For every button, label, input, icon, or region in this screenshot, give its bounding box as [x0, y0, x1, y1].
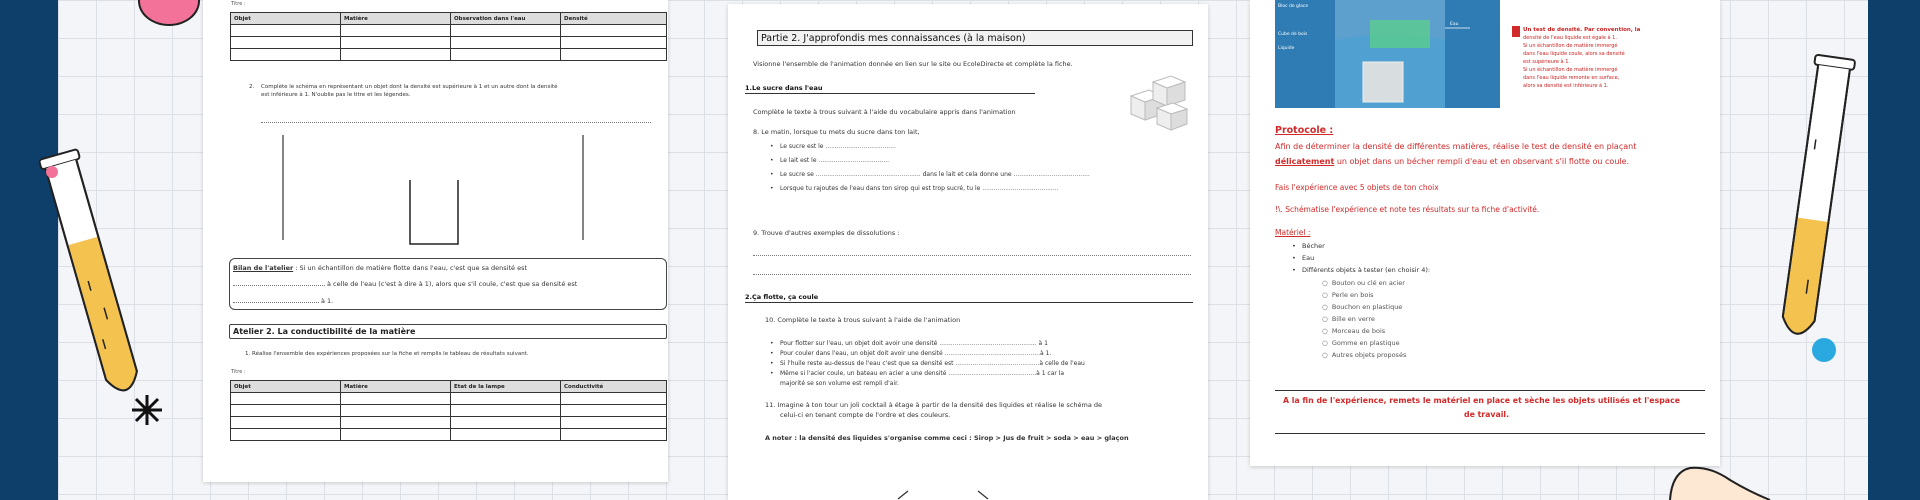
- table-cell[interactable]: [231, 405, 341, 417]
- table-conductivite: [230, 380, 667, 441]
- bullet-text: Même si l'acier coule, un bateau en acier a une densité: [780, 370, 947, 377]
- blank-dots[interactable]: .......................................................: [815, 171, 921, 178]
- materiel-item: • Différents objets à tester (en choisir 4):: [1302, 266, 1430, 274]
- sugar-cubes-image: [1123, 66, 1193, 132]
- bilan-text-line1: [233, 264, 527, 272]
- blank-dots[interactable]: ............................................: [955, 360, 1040, 367]
- worksheet-page-3: [1250, 0, 1720, 466]
- bullet-huile: [780, 360, 1085, 367]
- sub-item: ○ Morceau de bois: [1322, 327, 1386, 335]
- bullet-sucre-se: [780, 171, 1090, 178]
- bullet-text: Pour couler dans l'eau, un objet doit avoir une densité: [780, 350, 943, 357]
- bilan-line3: à 1.: [321, 297, 334, 305]
- density-line: est supérieure à 1.: [1523, 59, 1570, 65]
- bullet-text: Le sucre est le: [780, 143, 824, 150]
- table2-title-label: Titre :: [231, 369, 246, 375]
- question-9: 9. Trouve d'autres exemples de dissolutions :: [753, 229, 900, 237]
- atelier2-instruction: 1. Réalise l'ensemble des expériences proposées sur la fiche et remplis le tableau de résultats suivant.: [245, 351, 529, 357]
- table-cell[interactable]: [561, 393, 667, 405]
- density-line: dans l'eau liquide remonte en surface,: [1523, 75, 1620, 81]
- answer-line[interactable]: [753, 255, 1191, 256]
- instruction-2-line1: Complète le schéma en représentant un objet dont la densité est supérieure à 1 et un autre dont la densité: [261, 84, 558, 90]
- table-cell[interactable]: [231, 393, 341, 405]
- bullet-text: Lorsque tu rajoutes de l'eau dans ton sirop qui est trop sucré, tu le: [780, 185, 981, 192]
- sub-item: ○ Bouton ou clé en acier: [1322, 279, 1405, 287]
- bullet-text-tail: à 1.: [1039, 350, 1052, 357]
- table-cell[interactable]: [341, 49, 451, 61]
- bilan-blank-1[interactable]: [233, 285, 325, 286]
- table-header: Objet: [231, 381, 341, 393]
- cocktail-sketch: [888, 489, 1008, 500]
- protocole-line1: Afin de déterminer la densité de différentes matières, réalise le test de densité en plaçant: [1275, 142, 1637, 151]
- table-cell[interactable]: [451, 393, 561, 405]
- note-densite: A noter : la densité des liquides s'organise comme ceci : Sirop > Jus de fruit > soda > eau > glaçon: [765, 434, 1129, 442]
- table-header: Etat de la lampe: [451, 381, 561, 393]
- final-instruction-line1: A la fin de l'expérience, remets le matériel en place et sèche les objets utilisés et l'espace: [1283, 396, 1680, 405]
- section2-underline: [745, 302, 1193, 303]
- sub-item-label: Bouton ou clé en acier: [1331, 279, 1405, 287]
- blank-dots[interactable]: ........................................: [982, 185, 1059, 192]
- table-cell[interactable]: [561, 25, 667, 37]
- asterisk-icon: [130, 393, 164, 427]
- table-cell[interactable]: [341, 405, 451, 417]
- blank-dots[interactable]: .....................................: [825, 143, 896, 150]
- table-cell[interactable]: [561, 405, 667, 417]
- image-label: Cube de bois: [1278, 32, 1308, 37]
- marker-icon: [1512, 26, 1520, 37]
- blank-dots[interactable]: ..................................................: [944, 350, 1040, 357]
- bullet-sirop: [780, 185, 1059, 192]
- visionne-instruction: Visionne l'ensemble de l'animation donnée en lien sur le site ou EcoleDirecte et complète la fiche.: [753, 60, 1073, 68]
- protocole-title: Protocole :: [1275, 125, 1334, 136]
- table-cell[interactable]: [231, 49, 341, 61]
- pink-flower-icon: [46, 166, 58, 178]
- bullet-text: Si l'huile reste au-dessus de l'eau c'est que sa densité est: [780, 360, 954, 367]
- table-header: Conductivité: [561, 381, 667, 393]
- density-line: Si un échantillon de matière immergé: [1523, 43, 1618, 49]
- table-cell[interactable]: [561, 417, 667, 429]
- table-cell[interactable]: [231, 25, 341, 37]
- density-line: Si un échantillon de matière immergé: [1523, 67, 1618, 73]
- sub-item: ○ Bille en verre: [1322, 315, 1375, 323]
- section2-title: 2.Ça flotte, ça coule: [745, 293, 819, 301]
- partie2-title: Partie 2. J'approfondis mes connaissances (à la maison): [761, 33, 1026, 44]
- section1-underline: [745, 93, 1035, 94]
- table-cell[interactable]: [451, 25, 561, 37]
- final-instruction-line2: de travail.: [1464, 410, 1510, 419]
- table-cell[interactable]: [341, 25, 451, 37]
- question-11-line2: celui-ci en tenant compte de l'ordre et des couleurs.: [780, 411, 951, 419]
- bullet-text: Le lait est le: [780, 157, 817, 164]
- table-cell[interactable]: [231, 37, 341, 49]
- sub-item-label: Autres objets proposés: [1331, 351, 1407, 359]
- table-cell[interactable]: [341, 37, 451, 49]
- complete-instruction: Complète le texte à trous suivant à l'aide du vocabulaire appris dans l'animation: [753, 108, 1016, 116]
- title-answer-line[interactable]: [261, 122, 651, 123]
- protocole-emphasis: délicatement: [1275, 157, 1335, 166]
- bullet-acier: [780, 370, 1064, 377]
- materiel-item: • Eau: [1302, 254, 1314, 262]
- table-cell[interactable]: [451, 49, 561, 61]
- worksheet-page-2: [728, 4, 1208, 500]
- question-10: 10. Complète le texte à trous suivant à l'aide de l'animation: [765, 316, 961, 324]
- table1-title-label: Titre :: [231, 1, 246, 7]
- image-label: Eau: [1450, 22, 1459, 27]
- question-8: 8. Le matin, lorsque tu mets du sucre dans ton lait,: [753, 128, 920, 136]
- sub-item-label: Morceau de bois: [1331, 327, 1386, 335]
- table-cell[interactable]: [561, 429, 667, 441]
- sub-item-label: Perle en bois: [1331, 291, 1374, 299]
- fais-experience: Fais l'expérience avec 5 objets de ton choix: [1275, 183, 1439, 192]
- materiel-title: Matériel :: [1275, 228, 1311, 237]
- blank-dots[interactable]: .....................................: [818, 157, 890, 164]
- sub-item-label: Bouchon en plastique: [1331, 303, 1403, 311]
- sub-item-label: Gomme en plastique: [1331, 339, 1400, 347]
- cyan-dot-icon: [1812, 338, 1836, 362]
- bullet-flotter: [780, 340, 1048, 347]
- protocole-line2: un objet dans un bécher rempli d'eau et en observant s'il flotte ou coule.: [1334, 157, 1630, 166]
- bilan-blank-2[interactable]: [233, 302, 319, 303]
- bullet-text-tail: à celle de l'eau: [1039, 360, 1085, 367]
- question-11-line1: 11. Imagine à ton tour un joli cocktail à étage à partir de la densité des liquides et réalise le schéma de: [765, 401, 1103, 409]
- density-line: Un test de densité. Par convention, la: [1523, 27, 1641, 33]
- atelier2-title: Atelier 2. La conductibilité de la matière: [233, 327, 416, 336]
- table-header: Objet: [231, 13, 341, 25]
- table-cell[interactable]: [231, 429, 341, 441]
- table-cell[interactable]: [341, 417, 451, 429]
- table-cell[interactable]: [451, 417, 561, 429]
- bullet-text: Pour flotter sur l'eau, un objet doit avoir une densité: [780, 340, 938, 347]
- test-tube-right-icon: [1760, 50, 1870, 370]
- bilan-line2: à celle de l'eau (c'est à dire à 1), alors que s'il coule, c'est que sa densité est: [327, 280, 578, 288]
- table-cell[interactable]: [561, 37, 667, 49]
- instruction-2-line2: est inférieure à 1. N'oublie pas le titre et les légendes.: [261, 92, 411, 98]
- table-cell[interactable]: [341, 429, 451, 441]
- schematise-instruction: !\. Schématise l'expérience et note tes résultats sur ta fiche d'activité.: [1275, 205, 1540, 214]
- table-cell[interactable]: [341, 393, 451, 405]
- bullet-text-tail: à 1 car la: [1036, 370, 1065, 377]
- sub-item-label: Bille en verre: [1331, 315, 1375, 323]
- sub-item: ○ Perle en bois: [1322, 291, 1374, 299]
- table-cell[interactable]: [561, 49, 667, 61]
- bilan-line1: : Si un échantillon de matière flotte dans l'eau, c'est que sa densité est: [293, 264, 528, 272]
- worksheet-page-1: [203, 0, 668, 482]
- instruction-2-number: 2.: [249, 84, 255, 90]
- image-label: Bloc de glace: [1278, 4, 1309, 9]
- sub-item: ○ Bouchon en plastique: [1322, 303, 1403, 311]
- density-line: alors sa densité est inférieure à 1.: [1523, 83, 1609, 89]
- table-cell[interactable]: [451, 429, 561, 441]
- density-line: dans l'eau liquide coule, alors sa densité: [1523, 51, 1625, 57]
- table-header: Matière: [341, 381, 451, 393]
- table-header: Densité: [561, 13, 667, 25]
- blank-dots[interactable]: ........................................: [1013, 171, 1090, 178]
- table-cell[interactable]: [231, 417, 341, 429]
- table-cell[interactable]: [451, 37, 561, 49]
- table-header: Matière: [341, 13, 451, 25]
- image-label: Liquide: [1278, 46, 1295, 51]
- blank-dots[interactable]: ...................................................: [939, 340, 1037, 347]
- bullet-couler: [780, 350, 1051, 357]
- bilan-label: Bilan de l'atelier: [233, 264, 294, 272]
- density-line: densité de l'eau liquide est égale à 1.: [1523, 35, 1617, 41]
- table-cell[interactable]: [451, 405, 561, 417]
- bullet-text-tail: à 1: [1038, 340, 1048, 347]
- blank-dots[interactable]: ..............................................: [948, 370, 1037, 377]
- table-densite: [230, 12, 667, 61]
- density-test-image: [1275, 0, 1500, 108]
- section1-title: 1.Le sucre dans l'eau: [745, 84, 823, 92]
- answer-line[interactable]: [753, 274, 1191, 275]
- table-header: Observation dans l'eau: [451, 13, 561, 25]
- materiel-item: • Bécher: [1302, 242, 1325, 250]
- bullet-lait: [780, 157, 889, 164]
- protocole-line2-wrap: [1275, 157, 1629, 166]
- bullet-text: Le sucre se: [780, 171, 814, 178]
- bullet-text-tail: dans le lait et cela donne une: [922, 171, 1012, 178]
- sub-item: ○ Autres objets proposés: [1322, 351, 1407, 359]
- sub-item: ○ Gomme en plastique: [1322, 339, 1400, 347]
- bullet-acier-continuation: majorité se son volume est rempli d'air.: [780, 380, 899, 387]
- bullet-sucre: [780, 143, 896, 150]
- beaker-diagram: [253, 130, 613, 250]
- hand-pointer-icon: [1660, 462, 1780, 500]
